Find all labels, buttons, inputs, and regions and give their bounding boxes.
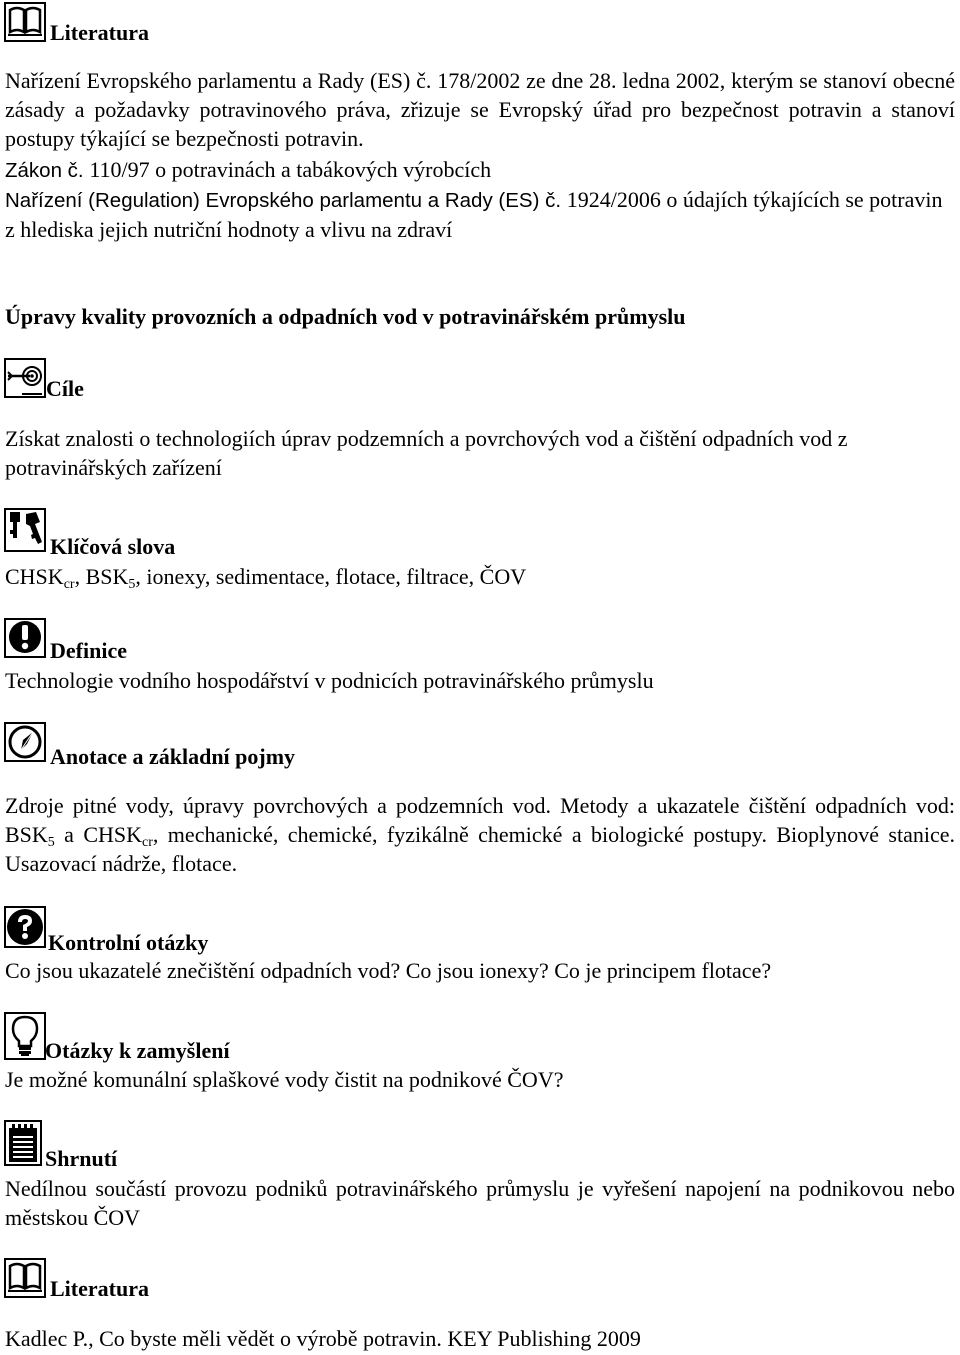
- definice-text: Technologie vodního hospodářství v podnicích potravinářského průmyslu: [5, 668, 654, 693]
- compass-icon: [4, 722, 46, 762]
- anotace-heading: Anotace a základní pojmy: [50, 744, 296, 769]
- definice-heading: Definice: [50, 638, 127, 663]
- section-title: Úpravy kvality provozních a odpadních vod v potravinářském průmyslu: [5, 304, 686, 329]
- book-icon: [4, 2, 46, 42]
- reference-kadlec: Kadlec P., Co byste měli vědět o výrobě potravin. KEY Publishing 2009: [5, 1326, 641, 1351]
- reference-regulation-178: Nařízení Evropského parlamentu a Rady (ES) č. 178/2002 ze dne 28. ledna 2002, kterým se stanoví obecné zásady a požadavky potravinového práva, zřizuje se Evropský úřad pro bezpečnost potravin a stanoví postupy týkající se bezpečnosti potravin.: [5, 68, 955, 151]
- zamysleni-heading: Otázky k zamyšlení: [45, 1038, 230, 1063]
- target-arrow-icon: [4, 358, 46, 398]
- shrnuti-text: Nedílnou součástí provozu podniků potravinářského průmyslu je vyřešení napojení na podnikovou nebo městskou ČOV: [5, 1176, 955, 1230]
- anotace-text: Zdroje pitné vody, úpravy povrchových a podzemních vod. Metody a ukazatele čištění odpadních vod: $BSK_5$ a $CHSK_{cr}$, mechanické, chemické, fyzikálně chemické a biologické postupy. Bioplynové stanice. Usazovací nádrže, flotace.: [5, 793, 956, 876]
- klicova-slova-heading: Klíčová slova: [50, 534, 176, 559]
- kontrolni-otazky-text: Co jsou ukazatelé znečištění odpadních vod? Co jsou ionexy? Co je principem flotace?: [5, 958, 772, 983]
- reference-regulation-1924: Nařízení (Regulation) Evropského parlamentu a Rady (ES) č. 1924/2006 o údajích týkajících se potravin z hlediska jejich nutriční hodnoty a vlivu na zdraví: [5, 187, 943, 242]
- zamysleni-text: Je možné komunální splaškové vody čistit na podnikové ČOV?: [5, 1067, 564, 1092]
- cile-heading: Cíle: [46, 376, 84, 401]
- notepad-icon: [4, 1120, 42, 1166]
- shrnuti-heading: Shrnutí: [45, 1146, 118, 1171]
- kontrolni-otazky-heading: Kontrolní otázky: [48, 930, 209, 955]
- lightbulb-icon: [4, 1012, 46, 1060]
- keys-icon: [4, 508, 46, 552]
- book-icon: [4, 1258, 46, 1298]
- literatura-heading: Literatura: [50, 20, 149, 45]
- exclamation-icon: [4, 618, 46, 658]
- literatura-heading-2: Literatura: [50, 1276, 149, 1301]
- question-icon: [4, 906, 46, 948]
- reference-law-110: Zákon č. 110/97 o potravinách a tabákových výrobcích: [5, 157, 492, 182]
- klicova-slova-text: $CHSK_{cr}$, $BSK_5$, ionexy, sedimentace, flotace, filtrace, ČOV: [5, 564, 527, 592]
- cile-text: Získat znalosti o technologiích úprav podzemních a povrchových vod a čištění odpadních vod z potravinářských zařízení: [5, 426, 848, 480]
